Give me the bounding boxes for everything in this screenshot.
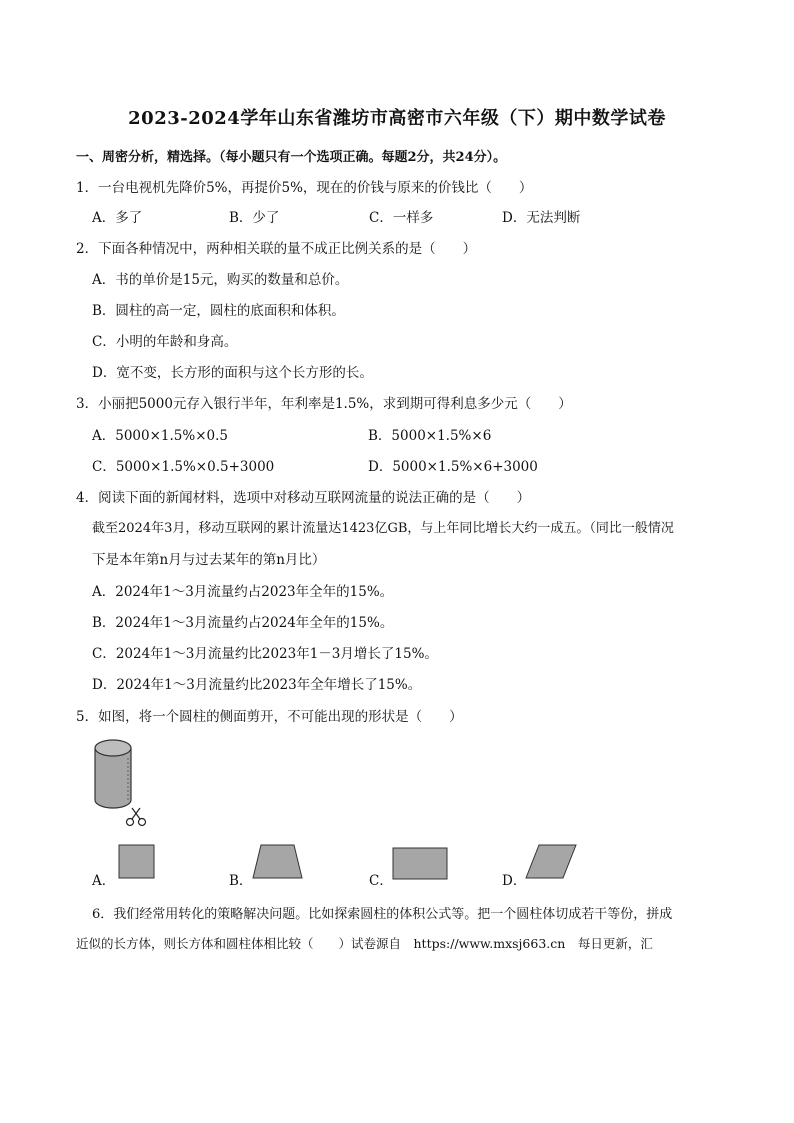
question-3-stem: 3．小丽把5000元存入银行半年，年利率是1.5%，求到期可得利息多少元（ ） [76, 396, 572, 412]
q1-option-a: A．多了 [92, 210, 143, 226]
q1-option-c: C．一样多 [369, 210, 434, 226]
q2-option-b: B．圆柱的高一定，圆柱的底面积和体积。 [92, 303, 345, 319]
rectangle-shape [392, 847, 448, 880]
question-2-stem: 2．下面各种情况中，两种相关联的量不成正比例关系的是（ ） [76, 241, 477, 257]
q1-option-b: B．少了 [229, 210, 280, 226]
q2-option-a: A．书的单价是15元，购买的数量和总价。 [92, 272, 349, 288]
q5-option-c: C． [369, 873, 393, 889]
q4-material-line-2: 下是本年第n月与过去某年的第n月比） [92, 552, 326, 568]
q3-option-d: D．5000×1.5%×6+3000 [368, 459, 538, 475]
q5-option-a: A． [92, 873, 116, 889]
q2-option-c: C．小明的年龄和身高。 [92, 334, 238, 350]
scissors-icon [124, 806, 150, 828]
q2-option-d: D．宽不变，长方形的面积与这个长方形的长。 [92, 365, 373, 381]
q4-option-d: D．2024年1～3月流量约比2023年全年增长了15%。 [92, 677, 422, 693]
question-6-line-1: 6．我们经常用转化的策略解决问题。比如探索圆柱的体积公式等。把一个圆柱体切成若干等份，拼成 [92, 907, 673, 922]
page-title: 2023-2024学年山东省潍坊市高密市六年级（下）期中数学试卷 [128, 108, 666, 129]
q5-option-b: B． [229, 873, 253, 889]
q4-option-c: C．2024年1～3月流量约比2023年1－3月增长了15%。 [92, 646, 438, 662]
section-heading: 一、周密分析，精选择。（每小题只有一个选项正确。每题2分，共24分）。 [76, 150, 507, 165]
q4-option-a: A．2024年1～3月流量约占2023年全年的15%。 [92, 584, 394, 600]
q3-option-c: C．5000×1.5%×0.5+3000 [92, 459, 275, 475]
trapezoid-shape [252, 844, 304, 880]
square-shape [118, 844, 156, 880]
q3-option-a: A．5000×1.5%×0.5 [92, 428, 228, 444]
q4-option-b: B．2024年1～3月流量约占2024年全年的15%。 [92, 615, 394, 631]
question-6-line-2: 近似的长方体，则长方体和圆柱体相比较（ ）试卷源自 https://www.mxsj663.cn 每日更新，汇 [76, 936, 653, 951]
question-5-stem: 5．如图，将一个圆柱的侧面剪开，不可能出现的形状是（ ） [76, 709, 463, 725]
q3-option-b: B．5000×1.5%×6 [368, 428, 492, 444]
question-1-stem: 1．一台电视机先降价5%，再提价5%，现在的价钱与原来的价钱比（ ） [76, 180, 533, 196]
q5-option-d: D． [502, 873, 527, 889]
q4-material-line-1: 截至2024年3月，移动互联网的累计流量达1423亿GB，与上年同比增长大约一成五。（同比一般情况 [92, 521, 674, 536]
question-4-stem: 4．阅读下面的新闻材料，选项中对移动互联网流量的说法正确的是（ ） [76, 490, 531, 506]
q1-option-d: D．无法判断 [502, 210, 581, 226]
parallelogram-shape [525, 844, 577, 880]
